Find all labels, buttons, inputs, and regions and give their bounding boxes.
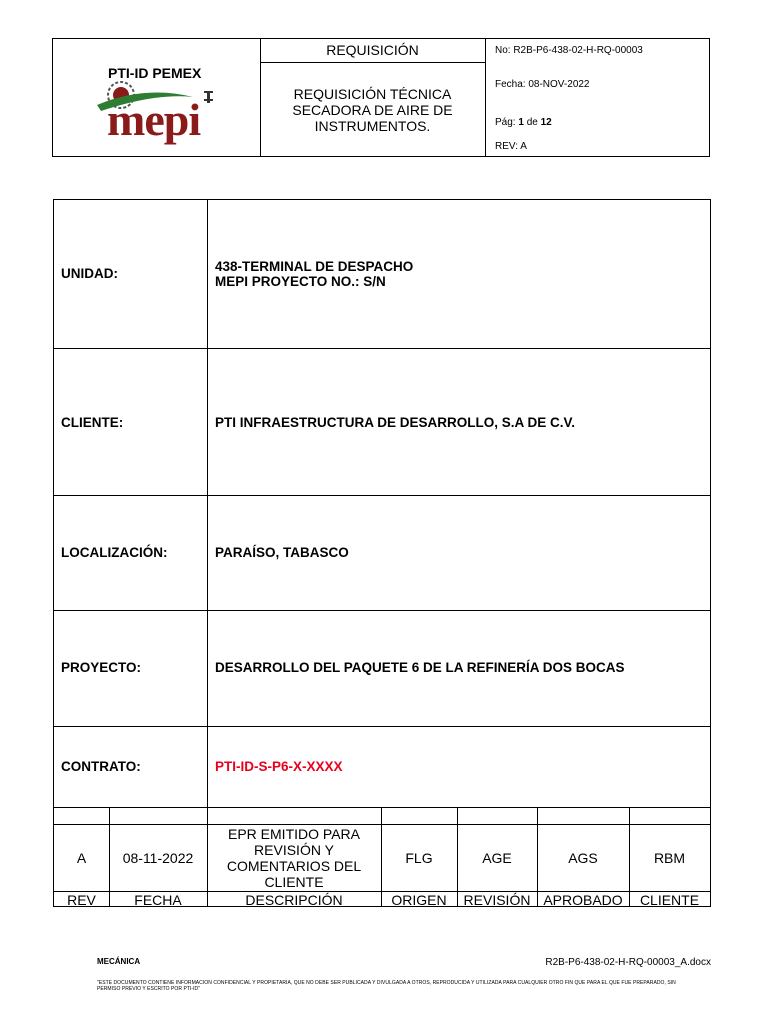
footer-disclaimer <box>97 980 717 992</box>
header-rev: REV <box>67 892 96 908</box>
descripcion-line: COMENTARIOS DEL <box>226 858 362 874</box>
unidad-label: UNIDAD: <box>61 266 118 281</box>
cliente-label: CLIENTE: <box>61 415 124 430</box>
unidad-value <box>215 259 413 289</box>
revision-label: REV: A <box>495 141 527 152</box>
origen-value: FLG <box>405 850 433 866</box>
doc-title <box>260 86 485 134</box>
rev-value: A <box>76 850 87 866</box>
descripcion-line: CLIENTE <box>264 874 324 890</box>
revision-value: AGE <box>482 850 512 866</box>
header-descripcion: DESCRIPCIÓN <box>245 892 343 908</box>
cliente-value: PTI INFRAESTRUCTURA DE DESARROLLO, S.A DE C.V. <box>215 415 576 430</box>
descripcion-line: EPR EMITIDO PARA <box>228 826 360 842</box>
header-revision: REVISIÓN <box>463 892 531 908</box>
disclaimer-line: "ESTE DOCUMENTO CONTIENE INFORMACION CONFIDENCIAL Y PROPIETARIA, QUE NO DEBE SER PUBLICADA Y DIVULGADA A OTROS, REPRODUCIDA Y UTILIZADA PARA CUALQUIER OTRO FIN QUE PARA EL QUE FUE PREPARADO, SIN <box>97 980 676 986</box>
contrato-label: CONTRATO: <box>61 759 141 774</box>
doc-title-line: SECADORA DE AIRE DE <box>292 102 453 118</box>
header-origen: ORIGEN <box>391 892 447 908</box>
contrato-value: PTI-ID-S-P6-X-XXXX <box>215 759 343 774</box>
doc-number: No: R2B-P6-438-02-H-RQ-00003 <box>495 45 643 56</box>
doc-type: REQUISICIÓN <box>326 42 419 58</box>
disclaimer-line: PERMISO PREVIO Y ESCRITO POR PTI-ID" <box>97 986 201 992</box>
page-current: 1 <box>518 117 524 128</box>
unidad-line: MEPI PROYECTO NO.: S/N <box>215 274 386 289</box>
header-cliente: CLIENTE <box>639 892 700 908</box>
cliente-sign-value: RBM <box>653 850 686 866</box>
footer-filename: R2B-P6-438-02-H-RQ-00003_A.docx <box>545 957 711 968</box>
proyecto-value: DESARROLLO DEL PAQUETE 6 DE LA REFINERÍA DOS BOCAS <box>215 660 625 675</box>
fecha-value: 08-11-2022 <box>122 850 194 866</box>
aprobado-value: AGS <box>568 850 598 866</box>
doc-title-line: REQUISICIÓN TÉCNICA <box>293 86 452 102</box>
company-name: PTI-ID PEMEX <box>108 65 202 81</box>
page-total: 12 <box>540 117 552 128</box>
document-header <box>52 38 710 157</box>
localizacion-value: PARAÍSO, TABASCO <box>215 545 349 560</box>
doc-title-line: INSTRUMENTOS. <box>314 118 431 134</box>
project-info-table <box>53 199 711 907</box>
logo-text: mepi <box>107 94 201 145</box>
localizacion-label: LOCALIZACIÓN: <box>61 545 168 560</box>
mepi-logo <box>95 79 225 149</box>
page-label: Pág: <box>495 117 519 128</box>
proyecto-label: PROYECTO: <box>61 660 142 675</box>
unidad-line: 438-TERMINAL DE DESPACHO <box>215 259 414 274</box>
header-fecha: FECHA <box>134 892 182 908</box>
header-aprobado: APROBADO <box>543 892 623 908</box>
page-indicator <box>495 117 552 128</box>
doc-date: Fecha: 08-NOV-2022 <box>495 79 590 90</box>
descripcion-value <box>207 826 381 890</box>
page-of: de <box>523 117 541 128</box>
footer-section: MECÁNICA <box>97 957 141 966</box>
descripcion-line: REVISIÓN Y <box>254 842 334 858</box>
